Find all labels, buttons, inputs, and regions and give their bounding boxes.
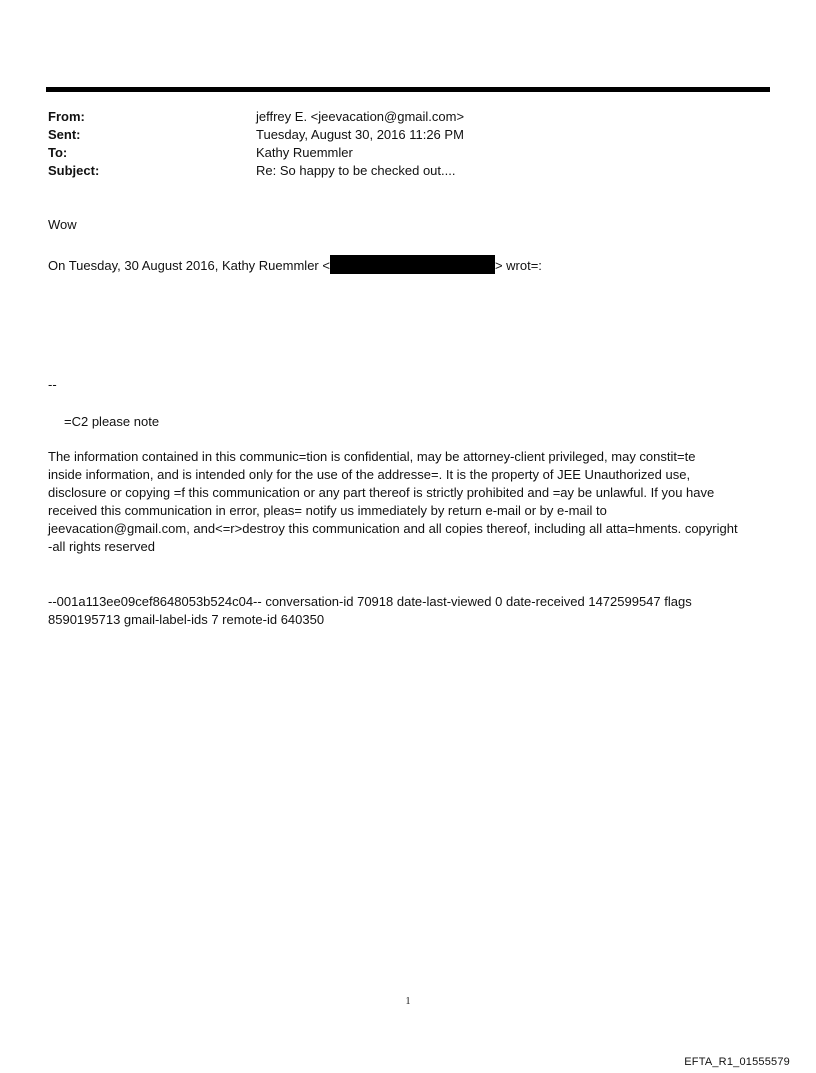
disclaimer-line: inside information, and is intended only for the use of the addresse=. It is the property of JEE Unauthorized use,	[48, 467, 691, 482]
to-row	[48, 144, 464, 162]
metadata-line: --001a113ee09cef8648053b524c04-- conversation-id 70918 date-last-viewed 0 date-received 1472599547 flags	[48, 594, 692, 609]
from-value: jeffrey E. <jeevacation@gmail.com>	[256, 109, 465, 124]
subject-value: Re: So happy to be checked out....	[256, 163, 456, 178]
message-metadata	[48, 593, 778, 629]
subject-row	[48, 162, 464, 180]
page-number: 1	[405, 996, 411, 1007]
signature-separator: --	[48, 377, 57, 392]
quote-prefix: On Tuesday, 30 August 2016, Kathy Ruemmler <	[48, 258, 330, 273]
document-id: EFTA_R1_01555579	[684, 1056, 790, 1068]
to-label: To:	[48, 145, 68, 160]
email-header-block	[48, 108, 464, 180]
message-greeting: Wow	[48, 217, 77, 232]
sent-value: Tuesday, August 30, 2016 11:26 PM	[256, 127, 464, 142]
disclaimer-line: The information contained in this communic=tion is confidential, may be attorney-client privileged, may constit=te	[48, 449, 696, 464]
subject-label: Subject:	[48, 163, 100, 178]
signature-note: =C2 please note	[64, 414, 160, 429]
from-row	[48, 108, 464, 126]
redaction-block	[330, 255, 495, 274]
sent-row	[48, 126, 464, 144]
to-value: Kathy Ruemmler	[256, 145, 353, 160]
header-divider-rule	[46, 87, 770, 92]
quote-suffix: > wrot=:	[494, 258, 542, 273]
from-label: From:	[48, 109, 85, 124]
disclaimer-line: jeevacation@gmail.com, and<=r>destroy this communication and all copies thereof, including all atta=hments. copyright	[48, 521, 738, 536]
confidentiality-disclaimer	[48, 448, 778, 556]
disclaimer-line: disclosure or copying =f this communication or any part thereof is strictly prohibited and =ay be unlawful. If you have	[48, 485, 715, 500]
metadata-line: 8590195713 gmail-label-ids 7 remote-id 640350	[48, 612, 325, 627]
sent-label: Sent:	[48, 127, 81, 142]
disclaimer-line: -all rights reserved	[48, 539, 155, 554]
quoted-attribution-line	[48, 255, 542, 275]
disclaimer-line: received this communication in error, pleas= notify us immediately by return e-mail or by e-mail to	[48, 503, 607, 518]
